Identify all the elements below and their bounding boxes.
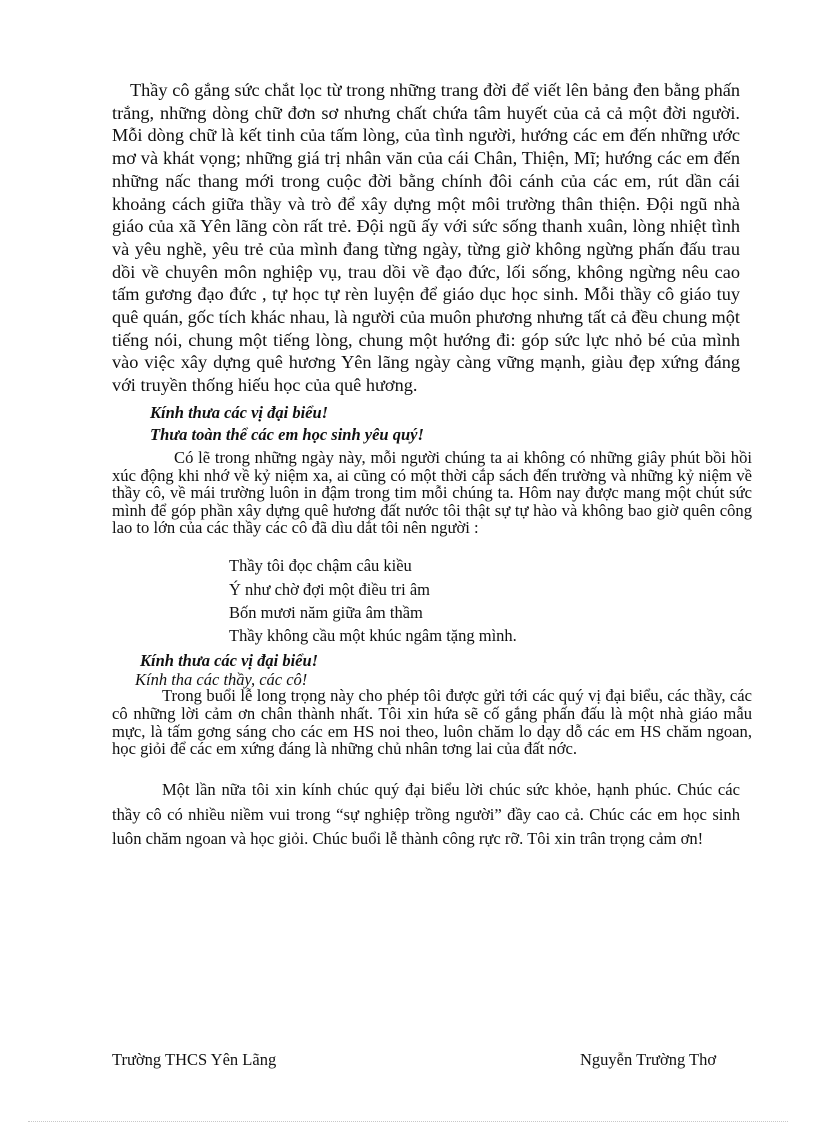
poem-line: Thầy tôi đọc chậm câu kiều: [229, 556, 412, 575]
poem-line: Thầy không cầu một khúc ngâm tặng mình.: [229, 626, 517, 645]
paragraph-teachers-tribute: Thầy cô gắng sức chắt lọc từ trong những trang đời để viết lên bảng đen bằng phấn trắng, những dòng chữ đơn sơ nhưng chất chứa tâm huyết của cả cả một đời người. Mỗi dòng chữ là kết tinh của tấm lòng, của tình người, hướng các em đến những ước mơ và khát vọng; những giá trị nhân văn của cái Chân, Thiện, Mĩ; hướng các em đến những nấc thang mới trong cuộc đời bằng chính đôi cánh của các em, rút dần cái khoảng cách giữa thầy và trò để xây dựng một môi trường thân thiện. Đội ngũ nhà giáo của xã Yên lãng còn rất trẻ. Đội ngũ ấy với sức sống thanh xuân, lòng nhiệt tình và yêu nghề, yêu trẻ của mình đang từng ngày, từng giờ không ngừng phấn đấu trau dồi về chuyên môn nghiệp vụ, trau dồi về đạo đức, lối sống, không ngừng nêu cao tấm gương đạo đức , tự học tự rèn luyện để giáo dục học sinh. Mỗi thầy cô giáo tuy quê quán, gốc tích khác nhau, là người của muôn phương nhưng tất cả đều chung một tiếng nói, chung một tiếng lòng, chung một hướng đi: góp sức lực nhỏ bé của mình vào việc xây dựng quê hương Yên lãng ngày càng vững mạnh, giàu đẹp xứng đáng với truyền thống hiếu học của quê hương.: [112, 80, 740, 396]
greeting-teachers: Kính tha các thầy, các cô!: [135, 670, 308, 689]
poem-line: Bốn mươi năm giữa âm thầm: [229, 603, 423, 622]
poem-line: Ý như chờ đợi một điều tri âm: [229, 580, 430, 599]
signature-school: Trường THCS Yên Lãng: [112, 1050, 277, 1069]
paragraph-thanks: Trong buổi lễ long trọng này cho phép tôi được gửi tới các quý vị đại biểu, các thầy, các cô những lời cảm ơn chân thành nhất. Tôi xin hứa sẽ cố gắng phấn đấu là một nhà giáo mẫu mực, là tấm gơng sáng cho các em HS noi theo, luôn chăm lo dạy dỗ các em HS chăm ngoan, học giỏi để các em xứng đáng là những chủ nhân tơng lai của đất nớc.: [112, 686, 752, 759]
greeting-delegates: Kính thưa các vị đại biểu!: [150, 403, 329, 422]
greeting-delegates-2: Kính thưa các vị đại biểu!: [140, 651, 319, 670]
greeting-students: Thưa toàn thể các em học sinh yêu quý!: [150, 425, 424, 444]
paragraph-wishes: Một lần nữa tôi xin kính chúc quý đại biểu lời chúc sức khỏe, hạnh phúc. Chúc các thầy cô có nhiều niềm vui trong “sự nghiệp trồng người” đầy cao cả. Chúc các em học sinh luôn chăm ngoan và học giỏi. Chúc buổi lễ thành công rực rỡ. Tôi xin trân trọng cảm ơn!: [112, 780, 740, 848]
signature-author: Nguyễn Trường Thơ: [580, 1050, 717, 1069]
page-bottom-divider: [28, 1121, 788, 1122]
paragraph-memories: Có lẽ trong những ngày này, mỗi người chúng ta ai không có những giây phút bồi hồi xúc động khi nhớ về kỷ niệm xa, ai cũng có một thời cắp sách đến trường và những kỷ niệm về thầy cô, về mái trường luôn in đậm trong tim mỗi chúng ta. Hôm nay được mang một chút sức mình để góp phần xây dựng quê hương đất nước tôi thật sự tự hào và không bao giờ quên công lao to lớn của các thầy các cô đã dìu dắt tôi nên người :: [112, 448, 752, 538]
